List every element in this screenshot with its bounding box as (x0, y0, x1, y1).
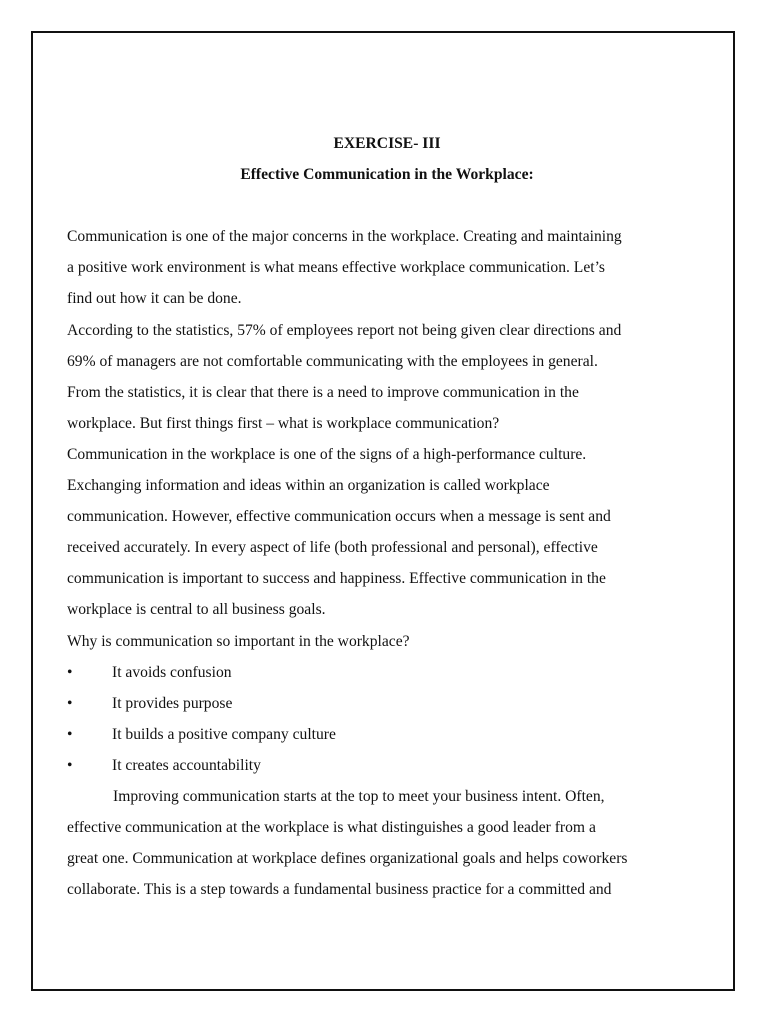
text-line: Why is communication so important in the workplace? (67, 632, 410, 650)
text-line: Communication in the workplace is one of the signs of a high-performance culture. (67, 445, 587, 463)
text-line: a positive work environment is what means effective workplace communication. Let’s (67, 259, 605, 277)
text-line: communication. However, effective communication occurs when a message is sent and (67, 508, 611, 526)
text-line: Communication is one of the major concerns in the workplace. Creating and maintaining (67, 228, 622, 246)
blank-line (67, 190, 707, 221)
document-subtitle: Effective Communication in the Workplace: (240, 166, 534, 184)
bullet-icon: • (67, 663, 73, 681)
text-line: According to the statistics, 57% of employees report not being given clear directions and (67, 321, 622, 339)
document-title: EXERCISE- III (333, 135, 441, 152)
text-line: communication is important to success and happiness. Effective communication in the (67, 570, 606, 588)
bullet-text: It avoids confusion (112, 663, 232, 681)
bullet-item (67, 657, 707, 688)
bullet-item (67, 688, 707, 719)
bullet-list (67, 657, 707, 781)
text-line: great one. Communication at workplace defines organizational goals and helps coworkers (67, 850, 628, 868)
text-line: 69% of managers are not comfortable communicating with the employees in general. (67, 352, 598, 370)
bullet-icon: • (67, 725, 73, 743)
text-line: From the statistics, it is clear that there is a need to improve communication in the (67, 383, 579, 401)
bullet-item (67, 750, 707, 781)
bullet-text: It creates accountability (112, 756, 261, 774)
bullet-icon: • (67, 694, 73, 712)
text-line: effective communication at the workplace is what distinguishes a good leader from a (67, 819, 596, 837)
bullet-text: It builds a positive company culture (112, 725, 336, 743)
text-line: workplace. But first things first – what is workplace communication? (67, 414, 500, 432)
text-line: find out how it can be done. (67, 290, 242, 308)
text-line: Improving communication starts at the top to meet your business intent. Often, (113, 787, 605, 805)
paragraph-statistics (67, 315, 707, 439)
paragraph-definition (67, 439, 707, 626)
paragraph-closing (67, 781, 707, 905)
paragraph-question (67, 626, 707, 657)
text-line: Exchanging information and ideas within an organization is called workplace (67, 477, 550, 495)
paragraph-intro (67, 221, 707, 314)
document-body (67, 128, 707, 905)
bullet-icon: • (67, 756, 73, 774)
bullet-text: It provides purpose (112, 694, 233, 712)
text-line: received accurately. In every aspect of life (both professional and personal), effective (67, 539, 598, 557)
text-line: collaborate. This is a step towards a fundamental business practice for a committed and (67, 881, 612, 899)
bullet-item (67, 719, 707, 750)
text-line: workplace is central to all business goals. (67, 601, 326, 619)
